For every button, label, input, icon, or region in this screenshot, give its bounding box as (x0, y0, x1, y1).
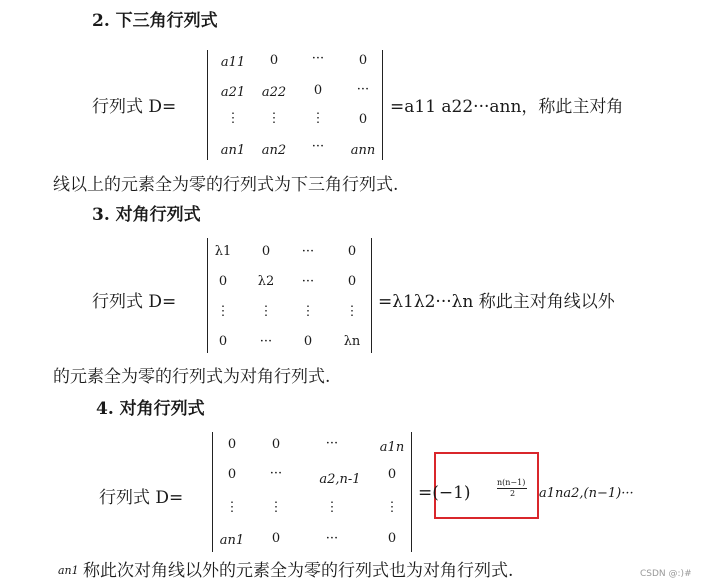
matrix-cell: 0 (347, 274, 357, 289)
matrix-cell: ⋮ (226, 111, 240, 126)
matrix-cell: ··· (269, 466, 283, 481)
matrix-cell: 0 (261, 244, 271, 259)
matrix-cell: a22 (261, 85, 287, 100)
section-3-continuation: 的元素全为零的行列式为对角行列式. (53, 367, 331, 387)
matrix-cell: λn (343, 334, 361, 349)
matrix-cell: ⋮ (216, 304, 230, 319)
matrix-cell: ⋮ (301, 304, 315, 319)
matrix-cell: ⋮ (325, 500, 339, 515)
section-2-left-bar (207, 50, 208, 160)
section-4-heading: 4. 对角行列式 (96, 399, 205, 419)
section-4-exponent-numerator: n(n−1) (497, 478, 526, 487)
section-3-rhs: =λ1λ2···λn 称此主对角线以外 (378, 292, 615, 312)
matrix-cell: ⋮ (269, 500, 283, 515)
section-2-heading: 2. 下三角行列式 (92, 11, 218, 31)
matrix-cell: ··· (259, 334, 273, 349)
matrix-cell: a21 (220, 85, 246, 100)
matrix-cell: 0 (271, 531, 281, 546)
matrix-cell: ⋮ (259, 304, 273, 319)
matrix-cell: λ1 (214, 244, 232, 259)
matrix-cell: an2 (261, 143, 287, 158)
section-2-continuation: 线以上的元素全为零的行列式为下三角行列式. (53, 175, 399, 195)
matrix-cell: an1 (219, 533, 245, 548)
matrix-cell: 0 (227, 467, 237, 482)
matrix-cell: ⋮ (267, 111, 281, 126)
section-2-rhs: =a11 a22···ann，称此主对角 (390, 97, 624, 117)
matrix-cell: ··· (301, 274, 315, 289)
section-3-heading: 3. 对角行列式 (92, 205, 201, 225)
section-4-rhs-rest: a1na2,(n−1)··· (539, 486, 634, 501)
matrix-cell: ann (350, 143, 376, 158)
matrix-cell: 0 (303, 334, 313, 349)
matrix-cell: 0 (269, 53, 279, 68)
watermark: CSDN @:)# (640, 569, 692, 579)
matrix-cell: λ2 (257, 274, 275, 289)
matrix-cell: ⋮ (345, 304, 359, 319)
matrix-cell: 0 (227, 437, 237, 452)
matrix-cell: ⋮ (225, 500, 239, 515)
matrix-cell: 0 (358, 53, 368, 68)
matrix-cell: ··· (356, 82, 370, 97)
section-3-lhs: 行列式 D= (92, 292, 177, 312)
section-4-continuation-lead: an1 (58, 564, 79, 577)
matrix-cell: ··· (311, 51, 325, 66)
matrix-cell: 0 (358, 112, 368, 127)
section-4-exponent-denominator: 2 (510, 489, 516, 498)
matrix-cell: a11 (220, 55, 246, 70)
section-4-lhs: 行列式 D= (99, 488, 184, 508)
matrix-cell: ⋮ (311, 111, 325, 126)
section-4-rhs-sign: =(−1) (418, 483, 471, 503)
matrix-cell: 0 (218, 334, 228, 349)
matrix-cell: 0 (313, 83, 323, 98)
matrix-cell: ··· (325, 531, 339, 546)
matrix-cell: an1 (220, 143, 246, 158)
section-4-exponent-fraction-bar (497, 488, 527, 489)
section-2-lhs: 行列式 D= (92, 97, 177, 117)
matrix-cell: ⋮ (385, 500, 399, 515)
matrix-cell: a1n (379, 440, 405, 455)
matrix-cell: 0 (387, 467, 397, 482)
section-4-continuation: 称此次对角线以外的元素全为零的行列式也为对角行列式. (83, 561, 514, 581)
matrix-cell: 0 (271, 437, 281, 452)
matrix-cell: ··· (311, 139, 325, 154)
matrix-cell: 0 (347, 244, 357, 259)
matrix-cell: ··· (301, 244, 315, 259)
matrix-cell: 0 (387, 531, 397, 546)
matrix-cell: ··· (325, 436, 339, 451)
matrix-cell: a2,n-1 (319, 472, 361, 487)
matrix-cell: 0 (218, 274, 228, 289)
